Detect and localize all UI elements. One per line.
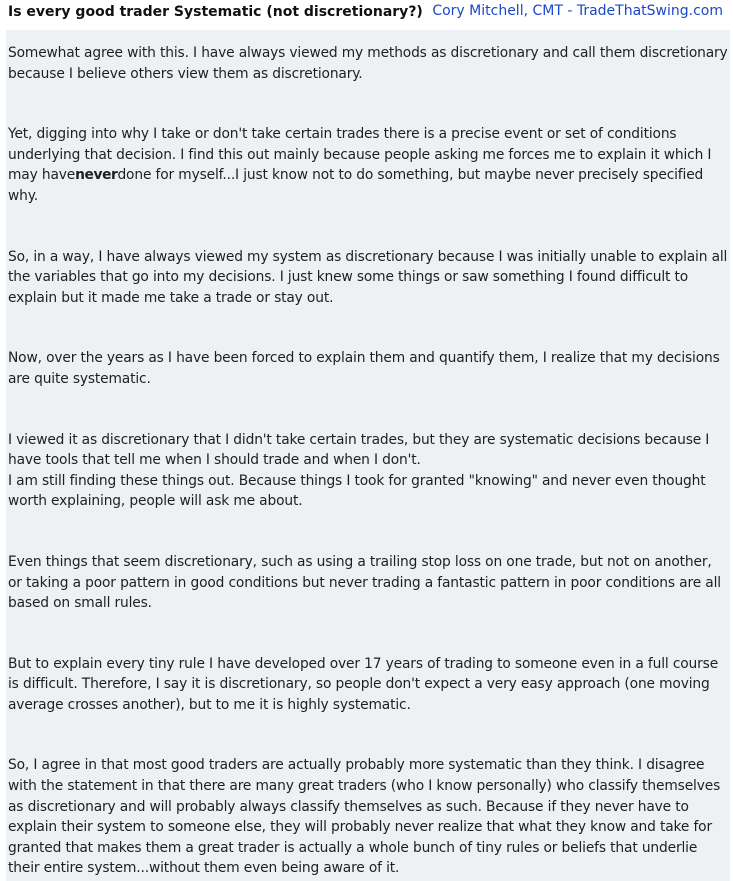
paragraph-2-end: done for myself...I just know not to do something, but maybe never precisely specified why. — [8, 167, 704, 204]
paragraph-7: Even things that seem discretionary, such as using a trailing stop loss on one trade, but not on another, or taking a poor pattern in good conditions but never trading a fantastic pattern in poor conditions are all based on small rules. — [8, 553, 721, 612]
author-credit: Cory Mitchell, CMT - TradeThatSwing.com — [432, 3, 723, 19]
paragraph-9: So, I agree in that most good traders are actually probably more systematic than they think. I disagree with the statement in that there are many great traders (who I know personally) who classify themselves as discretionary and will probably always classify themselves as such. Because if they never have to explain their system to someone else, they will probably never realize that what they know and take for granted that makes them a great trader is actually a whole bunch of tiny rules or beliefs that underlie their entire system...without them even being aware of it. — [8, 757, 721, 877]
emphasis-never: never — [75, 167, 118, 184]
article-header — [0, 0, 733, 30]
paragraph-5: I viewed it as discretionary that I didn't take certain trades, but they are systematic decisions because I have tools that tell me when I should trade and when I don't. — [8, 431, 710, 469]
paragraph-8: But to explain every tiny rule I have developed over 17 years of trading to someone even in a full course is difficult. Therefore, I say it is discretionary, so people don't expect a very easy approach (one moving average crosses another), but to me it is highly systematic. — [8, 655, 719, 713]
paragraph-2 — [8, 124, 728, 206]
paragraph-3: So, in a way, I have always viewed my system as discretionary because I was initially unable to explain all the variables that go into my decisions. I just knew some things or saw something I found difficult to explain but it made me take a trade or stay out. — [8, 248, 728, 306]
paragraph-2-start: Yet, digging into why I take or don't take certain trades there is a precise event or set of conditions underlying that decision. I find this out mainly because people asking me forces me to explain it which I may have — [8, 126, 712, 184]
paragraph-1: Somewhat agree with this. I have always viewed my methods as discretionary and call them discretionary because I believe others view them as discretionary. — [8, 45, 728, 82]
paragraph-6: I am still finding these things out. Because things I took for granted "knowing" and never even thought worth explaining, people will ask me about. — [8, 472, 706, 510]
article-body — [6, 30, 730, 881]
article-title: Is every good trader Systematic (not discretionary?) — [8, 4, 423, 20]
paragraph-4: Now, over the years as I have been forced to explain them and quantify them, I realize that my decisions are quite systematic. — [8, 350, 720, 387]
